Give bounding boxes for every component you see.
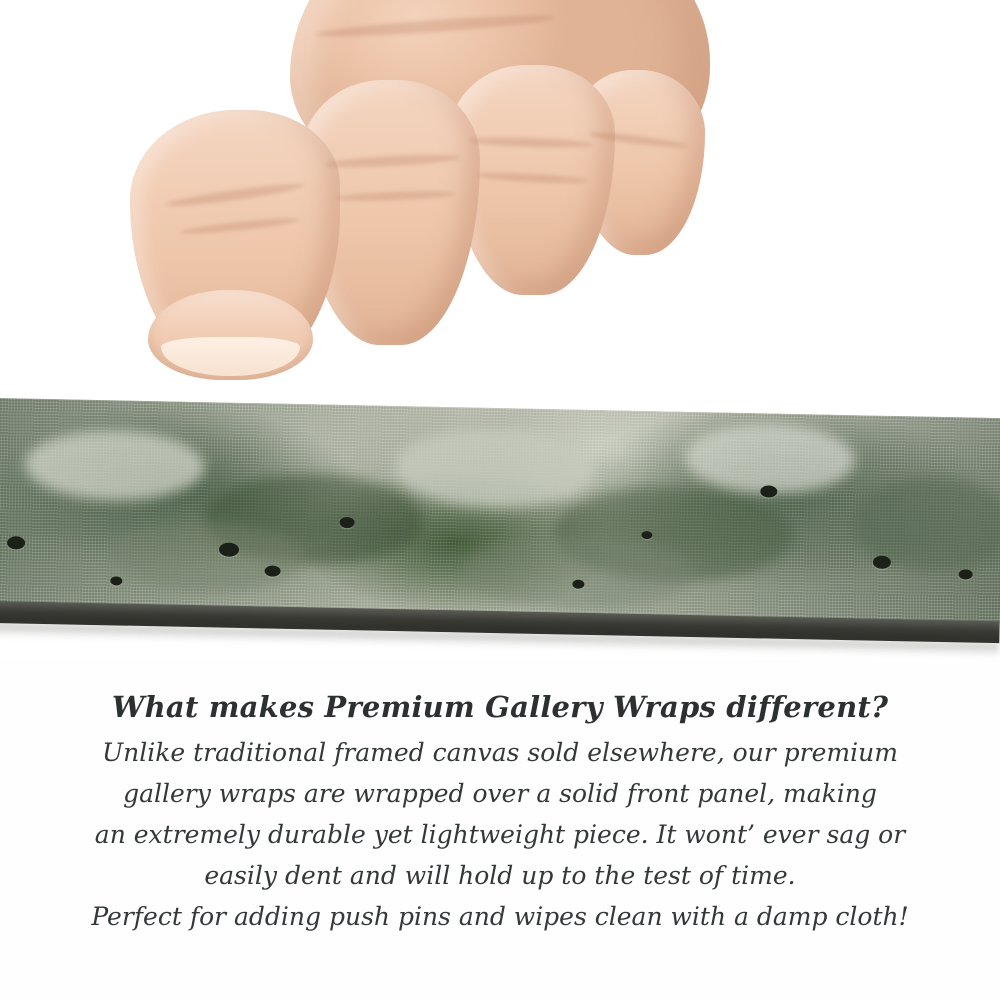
canvas-speck (873, 556, 891, 569)
caption-line-4: easily dent and will hold up to the test of time. (204, 861, 796, 890)
canvas-speck (959, 569, 973, 579)
canvas-speck (339, 517, 354, 528)
caption-line-3: an extremely durable yet lightweight piece. It wont’ ever sag or (94, 820, 906, 849)
canvas-speck (264, 565, 280, 576)
caption-line-5: Perfect for adding push pins and wipes clean with a damp cloth! (91, 902, 909, 931)
canvas-speck (572, 580, 584, 589)
caption-heading: What makes Premium Gallery Wraps different? (111, 690, 889, 724)
canvas-speck (110, 576, 122, 585)
canvas-speck (219, 543, 239, 557)
caption-line-1: Unlike traditional framed canvas sold elsewhere, our premium (102, 738, 898, 767)
fingernail (148, 290, 313, 380)
caption-line-2: gallery wraps are wrapped over a solid front panel, making (123, 779, 877, 808)
canvas-speck (760, 485, 777, 497)
canvas-print-surface (0, 398, 1000, 623)
hand-illustration (120, 0, 680, 420)
canvas-wrap-slab (0, 398, 1000, 658)
canvas-speck (641, 531, 652, 539)
canvas-speck (7, 536, 25, 549)
caption-block (0, 690, 1000, 937)
